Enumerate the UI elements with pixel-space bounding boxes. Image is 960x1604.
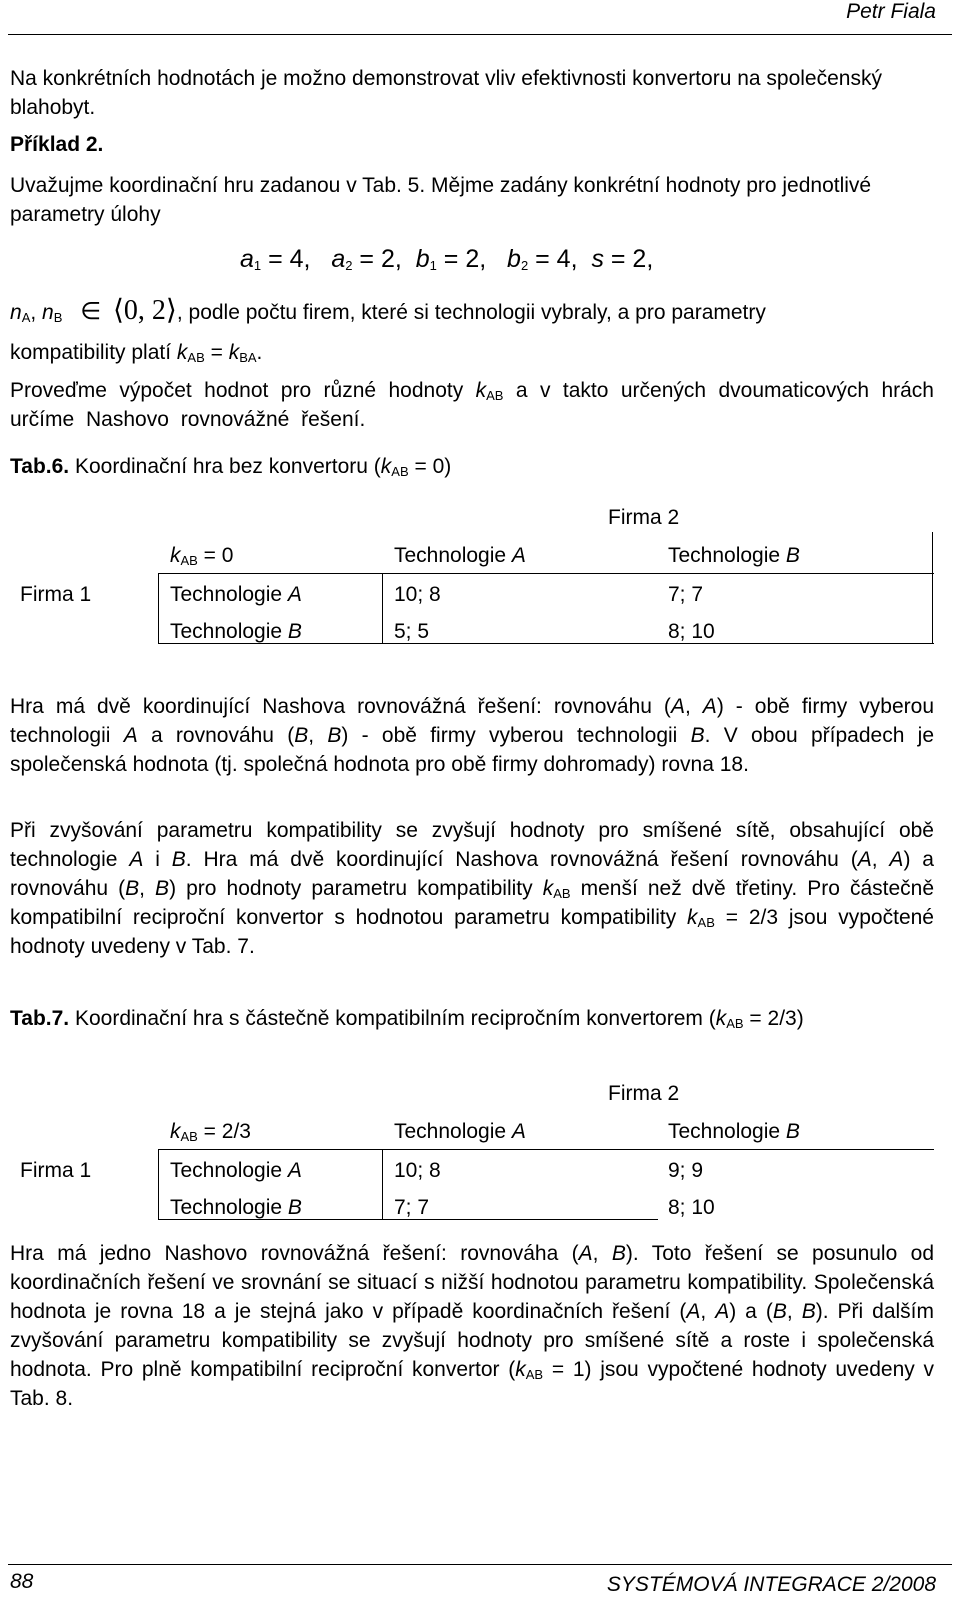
tab6-row-b-letter: B [287,620,302,643]
para2-A2: A [857,848,872,871]
para2-text-4: , [871,848,890,871]
para2-text-9: = 2/3 jsou vypočtené hodnoty uvedeny v Tab. 7. [10,906,934,958]
tab6-col-a-letter: A [511,544,526,567]
param-a2-symbol: a [331,245,346,273]
tab7-cell-bb: 8; 10 [668,1196,715,1219]
para3-text-4: , [700,1300,716,1323]
para3-text-5: ) a ( [729,1300,773,1323]
nB-symbol: n [42,301,54,324]
para3-B2: B [772,1300,787,1323]
tab6-corner-sub: AB [180,553,198,568]
tab6-col-header-a [394,543,526,569]
tab7-row-a-letter: A [287,1159,302,1182]
tab7-row-header-b [170,1195,302,1221]
n-range-rest: , podle počtu firem, které si technologii vybraly, a pro parametry [176,301,766,324]
tab7-bottom-rule [158,1219,658,1220]
tab7-cell-ab: 9; 9 [668,1159,704,1182]
param-a2-value: = 2, [352,245,402,273]
tab7-col-b-text: Technologie [668,1120,786,1143]
tab6-bottom-rule [158,643,934,644]
param-b2-value: = 4, [528,245,578,273]
para1-text-5: , [308,724,328,747]
tab7-row-b-text: Technologie [170,1196,288,1219]
para2-text-8: menší než dvě třetiny. Pro částečně kompatibilní reciproční konvertor s hodnotou parametru kompatibility [10,877,935,929]
intro-paragraph: Na konkrétních hodnotách je možno demonstrovat vliv efektivnosti konvertoru na společenský blahobyt. [10,67,882,119]
tab6-caption-k-sub: AB [391,464,409,479]
tab7-caption-k: k [715,1007,727,1030]
tab6-row-header-b [170,619,302,645]
para3-A2: A [686,1300,701,1323]
n-comma: , [30,301,43,324]
tab7-left-border [158,1149,159,1219]
compat-equality-line [10,340,262,366]
tab7-header-rule [158,1149,934,1150]
tab6-col-b-text: Technologie [668,544,786,567]
tab7-row-b-letter: B [287,1196,302,1219]
para1-B3: B [690,724,705,747]
tab6-mid-border [382,573,383,643]
parameter-values [240,244,653,274]
tab7-corner-value: = 2/3 [197,1120,251,1143]
para1-A3: A [123,724,138,747]
line-end: . [256,341,263,364]
nB-sub: B [53,310,63,325]
example-heading: Příklad 2. [10,133,104,156]
tab6-corner-cell [170,543,233,569]
element-of-symbol: ∈ [80,299,102,325]
para2-text-7: ) pro hodnoty parametru kompatibility [169,877,543,900]
kAB-sub: AB [187,350,205,365]
tab6-caption-end: = 0) [408,455,452,478]
tab7-caption-text: Koordinační hra s částečně kompatibilním recipročním konvertorem ( [69,1007,716,1030]
tab7-mid-border [382,1149,383,1219]
para2-k1-sub: AB [553,886,571,901]
param-a1-symbol: a [240,245,254,273]
tab6-col-header-b [668,543,800,569]
interval-0-2: ⟨0, 2⟩ [112,295,177,326]
compute-k-sub: AB [486,388,504,403]
param-b1-symbol: b [415,245,430,273]
para3-text-2: , [592,1242,612,1265]
para1-text-7: . V obou případech je společenská hodnota (tj. společná hodnota pro obě firmy dohromady) rovna 18. [10,724,935,776]
compute-text-1: Proveďme výpočet hodnot pro různé hodnoty [10,379,476,402]
para2-A1: A [129,848,144,871]
param-s-value: = 2, [603,245,654,273]
tab7-label: Tab.7. [10,1007,70,1030]
para2-text-6: , [139,877,156,900]
tab6-discussion-paragraph [10,692,934,779]
para2-k2-sub: AB [697,915,715,930]
kAB-symbol: k [176,341,188,364]
tab6-header-rule [158,573,934,574]
para2-text-1: Při zvyšování parametru kompatibility se zvyšují hodnoty pro smíšené sítě, obsahující obě technologie [10,819,934,871]
footer-divider [8,1564,952,1565]
running-header-author: Petr Fiala [846,0,936,23]
tab7-col-a-letter: A [511,1120,526,1143]
param-b2-sub: 2 [520,258,529,273]
nA-symbol: n [10,301,22,324]
tab7-row-a-text: Technologie [170,1159,288,1182]
tab6-cell-ba: 5; 5 [394,620,430,643]
para3-text-6: , [786,1300,802,1323]
tab6-col-a-text: Technologie [394,544,512,567]
para3-k-sub: AB [525,1367,544,1382]
header-divider [8,34,952,35]
para2-k2: k [687,906,698,929]
tab6-row-a-letter: A [287,583,302,606]
kBA-symbol: k [228,341,240,364]
tab6-row-b-text: Technologie [170,620,288,643]
tab6-label: Tab.6. [10,455,70,478]
tab7-caption-k-sub: AB [726,1016,744,1031]
tab7-caption [10,1004,934,1033]
tab7-col-b-letter: B [785,1120,800,1143]
para1-text-4: a rovnováhu ( [137,724,295,747]
param-s-symbol: s [591,245,604,273]
param-b1-sub: 1 [429,258,437,273]
param-b2-symbol: b [507,245,521,273]
para3-text-1: Hra má jedno Nashovo rovnovážná řešení: rovnováha ( [10,1242,579,1265]
tab7-col-a-text: Technologie [394,1120,512,1143]
compute-paragraph [10,376,934,434]
tab6-left-border [158,573,159,643]
tab6-col-b-letter: B [785,544,800,567]
para2-text-2: i [143,848,172,871]
nA-sub: A [21,310,31,325]
para1-A2: A [702,695,717,718]
para3-A3: A [715,1300,730,1323]
task-paragraph: Uvažujme koordinační hru zadanou v Tab. 5. Mějme zadány konkrétní hodnoty pro jednotlivé parametry úlohy [10,174,872,226]
tab6-caption [10,454,451,480]
compat-line-text: kompatibility platí [10,341,177,364]
tab6-row-a-text: Technologie [170,583,288,606]
para1-text-6: ) - obě firmy vyberou technologii [341,724,691,747]
param-a1-sub: 1 [253,258,262,273]
tab6-firma1-label: Firma 1 [20,583,92,606]
para1-A1: A [670,695,685,718]
compatibility-paragraph [10,816,934,961]
para3-text-7: ). Při dalším zvyšování parametru kompatibility se zvyšují hodnoty pro smíšené sítě a roste i společenská hodnota. Pro plně kompatibilní reciproční konvertor ( [10,1300,935,1381]
para2-A3: A [889,848,904,871]
tab6-caption-k: k [380,455,392,478]
page-number: 88 [10,1570,34,1593]
para1-text-3: ) - obě firmy vyberou technologii [10,695,935,747]
tab7-col-header-a [394,1119,526,1145]
para3-k: k [515,1358,526,1381]
tab7-firma1-label: Firma 1 [20,1159,92,1182]
param-a2-sub: 2 [345,258,353,273]
para2-B3: B [155,877,170,900]
equals-sign: = [204,341,229,364]
tab7-firma2-label: Firma 2 [608,1082,680,1105]
tab6-caption-text: Koordinační hra bez konvertoru ( [69,455,381,478]
para3-A1: A [578,1242,593,1265]
para2-text-5: ) a rovnováhu ( [10,848,934,900]
compute-text-2: a v takto určených dvoumaticových hrách určíme Nashovo rovnovážné řešení. [10,379,934,431]
param-b1-value: = 2, [436,245,487,273]
tab7-caption-end: = 2/3) [743,1007,804,1030]
n-range-line [10,295,766,326]
param-a1-value: = 4, [261,245,311,273]
para1-text-2: , [684,695,703,718]
tab6-corner-value: = 0 [197,544,234,567]
para1-B1: B [294,724,309,747]
tab7-row-header-a [170,1158,302,1184]
para3-text-3: ). Toto řešení se posunulo od koordinačních řešení ve srovnání se situací s nižší hodnotou parametru kompatibility. Společenská hodnota je rovna 18 a je stejná jako v případě koordinačních řešení ( [10,1242,934,1323]
tab7-corner-k: k [170,1120,181,1143]
tab7-cell-aa: 10; 8 [394,1159,441,1182]
para2-B2: B [125,877,140,900]
para1-text-1: Hra má dvě koordinující Nashova rovnovážná řešení: rovnováhu ( [10,695,671,718]
tab6-cell-aa: 10; 8 [394,583,441,606]
tab7-cell-ba: 7; 7 [394,1196,430,1219]
tab7-col-header-b [668,1119,800,1145]
tab6-cell-bb: 8; 10 [668,620,715,643]
tab7-corner-sub: AB [180,1129,198,1144]
journal-title: SYSTÉMOVÁ INTEGRACE 2/2008 [606,1573,936,1596]
para3-text-8: = 1) jsou vypočtené hodnoty uvedeny v Tab. 8. [10,1358,934,1410]
para3-B1: B [611,1242,626,1265]
compute-k-symbol: k [475,379,487,402]
tab6-right-border [932,532,933,643]
tab6-firma2-label: Firma 2 [608,506,680,529]
para2-text-3: . Hra má dvě koordinující Nashova rovnovážná řešení rovnováhu ( [185,848,858,871]
tab7-discussion-paragraph [10,1239,934,1413]
para2-B1: B [171,848,186,871]
tab6-cell-ab: 7; 7 [668,583,704,606]
para1-B2: B [327,724,342,747]
para3-B3: B [801,1300,816,1323]
tab6-corner-k: k [170,544,181,567]
para2-k1: k [542,877,554,900]
tab7-corner-cell [170,1119,251,1145]
tab6-row-header-a [170,582,302,608]
kBA-sub: BA [239,350,257,365]
